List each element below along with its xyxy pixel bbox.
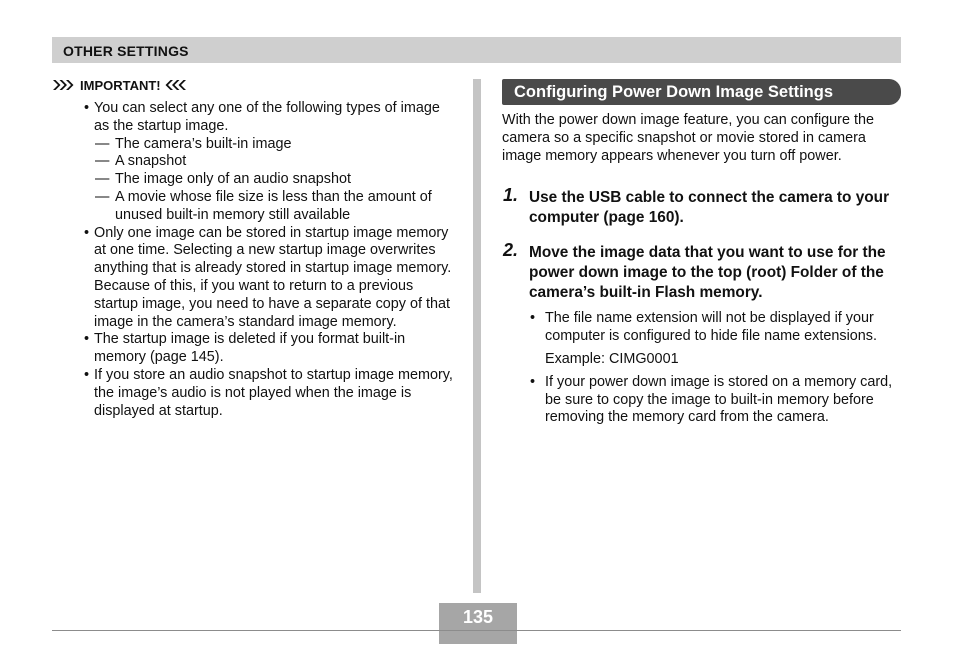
startup-type-item: — The image only of an audio snapshot: [52, 171, 457, 189]
example-text: Example: CIMG0001: [545, 350, 679, 367]
note-bullet: • If your power down image is stored on a memory card, be sure to copy the image to built-in memory before removing the memory card from the camera.: [502, 374, 902, 427]
important-label: IMPORTANT!: [80, 77, 161, 93]
important-bullet: • If you store an audio snapshot to startup image memory, the image’s audio is not played when the image is displayed at startup.: [52, 367, 457, 420]
startup-type-item: — The camera’s built-in image: [52, 136, 457, 154]
triple-chevron-left-icon: [165, 79, 187, 91]
important-bullet: • You can select any one of the following types of image as the startup image.: [52, 100, 457, 136]
step-text: Move the image data that you want to use for the power down image to the top (root) Folder of the camera’s built-in Flash memory.: [529, 244, 886, 302]
step-number: 1.: [503, 185, 519, 206]
important-list: [52, 100, 457, 420]
page-number: 135: [439, 603, 517, 630]
startup-type-item: — A movie whose file size is less than the amount of unused built-in memory still available: [52, 189, 457, 225]
page-tab: [439, 631, 517, 644]
section-title: Configuring Power Down Image Settings: [502, 79, 901, 105]
section-intro: With the power down image feature, you can configure the camera so a specific snapshot or movie stored in camera image memory appears whenever you turn off power.: [502, 112, 874, 164]
step-number: 2.: [503, 240, 519, 261]
note-bullet: • The file name extension will not be displayed if your computer is configured to hide file name extensions.: [502, 310, 902, 346]
important-panel: [52, 76, 457, 420]
header-title: OTHER SETTINGS: [63, 43, 189, 59]
important-bullet: • The startup image is deleted if you format built-in memory (page 145).: [52, 331, 457, 367]
header-bar: [52, 37, 901, 63]
step-text: Use the USB cable to connect the camera to your computer (page 160).: [529, 189, 890, 227]
important-bullet: • Only one image can be stored in startup image memory at one time. Selecting a new startup image overwrites anything that is already stored in startup image memory. Because of this, if you want to return to a previous startup image, you need to have a separate copy of that image in the camera’s standard image memory.: [52, 225, 457, 332]
triple-chevron-right-icon: [52, 79, 74, 91]
section-panel: [502, 79, 902, 427]
step-2: [502, 240, 902, 303]
important-heading: [52, 76, 457, 94]
column-divider: [473, 79, 481, 593]
step-1: [502, 185, 902, 228]
startup-type-item: — A snapshot: [52, 153, 457, 171]
